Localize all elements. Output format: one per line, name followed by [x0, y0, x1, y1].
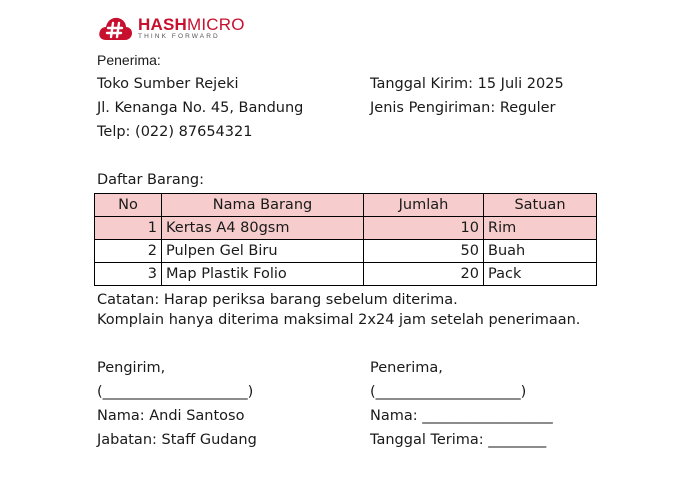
note-line-1: Catatan: Harap periksa barang sebelum diterima.: [97, 292, 458, 308]
table-row: [95, 240, 597, 263]
table-row: [95, 217, 597, 240]
header-quantity: Jumlah: [364, 194, 484, 217]
shipping-type: Jenis Pengiriman: Reguler: [370, 100, 556, 116]
sender-signature-line: (____________________): [97, 384, 254, 400]
receiver-name: Nama: __________________: [370, 408, 553, 424]
cell-unit: Rim: [484, 217, 597, 240]
cell-quantity: 50: [364, 240, 484, 263]
note-line-2: Komplain hanya diterima maksimal 2x24 jam setelah penerimaan.: [97, 312, 581, 328]
table-row: [95, 263, 597, 286]
items-table: [94, 193, 597, 286]
cell-unit: Buah: [484, 240, 597, 263]
recipient-name: Toko Sumber Rejeki: [97, 76, 239, 92]
shipping-date: Tanggal Kirim: 15 Juli 2025: [370, 76, 564, 92]
receiver-signature-line: (____________________): [370, 384, 527, 400]
cell-no: 2: [95, 240, 162, 263]
brand-tagline: THINK FORWARD: [138, 32, 220, 40]
recipient-phone: Telp: (022) 87654321: [97, 124, 253, 140]
items-title: Daftar Barang:: [97, 172, 205, 188]
cell-quantity: 20: [364, 263, 484, 286]
sender-title: Pengirim,: [97, 360, 166, 376]
sender-position: Jabatan: Staff Gudang: [97, 432, 257, 448]
brand-part-hash: HASH: [138, 14, 187, 34]
header-unit: Satuan: [484, 194, 597, 217]
header-item-name: Nama Barang: [162, 194, 364, 217]
cell-no: 3: [95, 263, 162, 286]
sender-name: Nama: Andi Santoso: [97, 408, 245, 424]
hashmicro-cloud-icon: [97, 14, 133, 42]
recipient-address: Jl. Kenanga No. 45, Bandung: [97, 100, 304, 116]
company-logo: [97, 14, 245, 42]
cell-item-name: Pulpen Gel Biru: [162, 240, 364, 263]
receiver-title: Penerima,: [370, 360, 443, 376]
cell-item-name: Kertas A4 80gsm: [162, 217, 364, 240]
brand-name: [138, 16, 245, 33]
cell-item-name: Map Plastik Folio: [162, 263, 364, 286]
table-header-row: [95, 194, 597, 217]
brand-part-micro: MICRO: [186, 14, 245, 34]
recipient-label: Penerima:: [97, 52, 161, 68]
cell-unit: Pack: [484, 263, 597, 286]
receiver-date: Tanggal Terima: ________: [370, 432, 547, 448]
cell-no: 1: [95, 217, 162, 240]
cell-quantity: 10: [364, 217, 484, 240]
header-no: No: [95, 194, 162, 217]
